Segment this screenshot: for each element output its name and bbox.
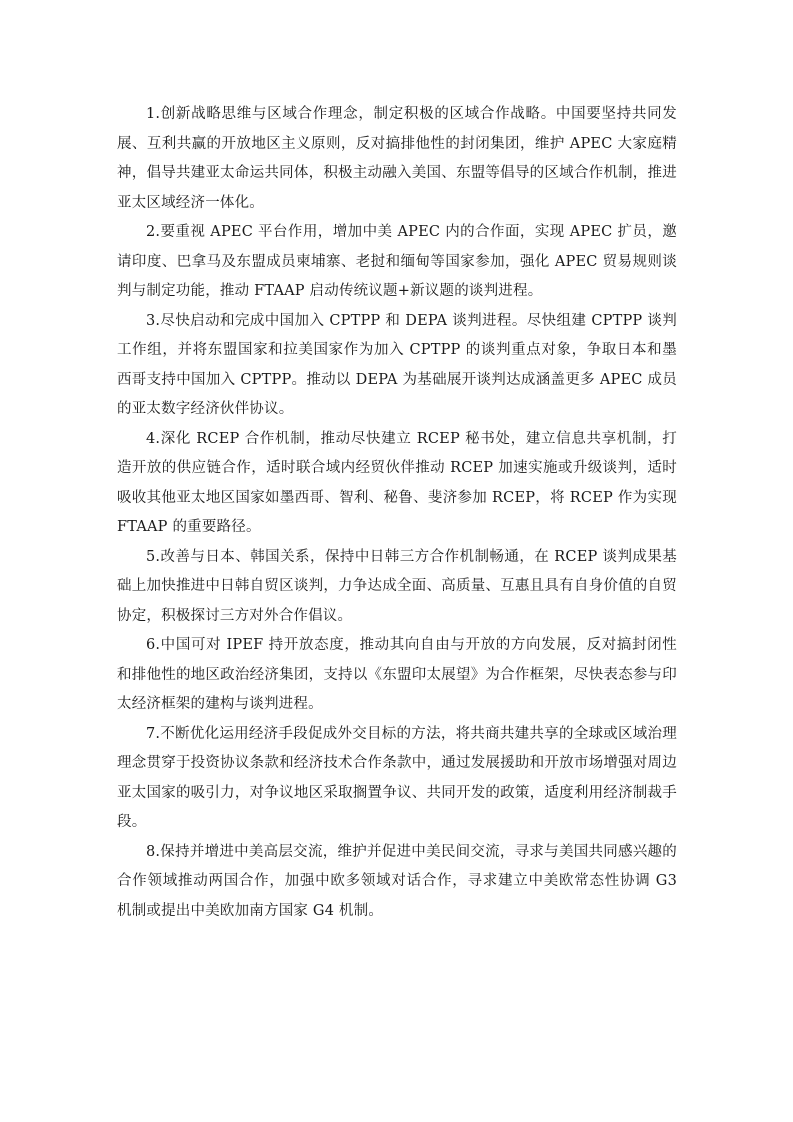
paragraph-6: 6.中国可对 IPEF 持开放态度，推动其向自由与开放的方向发展，反对搞封闭性和排他性的地区政治经济集团，支持以《东盟印太展望》为合作框架，尽快表态参与印太经济框架的建构与谈判进程。: [117, 637, 677, 712]
paragraph-1: 1.创新战略思维与区域合作理念，制定积极的区域合作战略。中国要坚持共同发展、互利共赢的开放地区主义原则，反对搞排他性的封闭集团，维护 APEC 大家庭精神，倡导共建亚太命运共同体，积极主动融入美国、东盟等倡导的区域合作机制，推进亚太区域经济一体化。: [117, 106, 677, 211]
document-body: [117, 100, 677, 926]
paragraph-4: 4.深化 RCEP 合作机制，推动尽快建立 RCEP 秘书处，建立信息共享机制，打造开放的供应链合作，适时联合域内经贸伙伴推动 RCEP 加速实施或升级谈判，适时吸收其他亚太地区国家如墨西哥、智利、秘鲁、斐济参加 RCEP，将 RCEP 作为实现 FTAAP 的重要路径。: [117, 430, 677, 535]
paragraph-5: 5.改善与日本、韩国关系，保持中日韩三方合作机制畅通，在 RCEP 谈判成果基础上加快推进中日韩自贸区谈判，力争达成全面、高质量、互惠且具有自身价值的自贸协定，积极探讨三方对外合作倡议。: [117, 548, 677, 624]
paragraph-8: 8.保持并增进中美高层交流，维护并促进中美民间交流，寻求与美国共同感兴趣的合作领域推动两国合作，加强中欧多领域对话合作，寻求建立中美欧常态性协调 G3 机制或提出中美欧加南方国家 G4 机制。: [117, 843, 677, 919]
paragraph-2: 2.要重视 APEC 平台作用，增加中美 APEC 内的合作面，实现 APEC 扩员，邀请印度、巴拿马及东盟成员柬埔寨、老挝和缅甸等国家参加，强化 APEC 贸易规则谈判与制定功能，推动 FTAAP 启动传统议题+新议题的谈判进程。: [117, 224, 677, 299]
paragraph-7: 7.不断优化运用经济手段促成外交目标的方法，将共商共建共享的全球或区域治理理念贯穿于投资协议条款和经济技术合作条款中，通过发展援助和开放市场增强对周边亚太国家的吸引力，对争议地区采取搁置争议、共同开发的政策，适度利用经济制裁手段。: [117, 725, 677, 830]
paragraph-3: 3.尽快启动和完成中国加入 CPTPP 和 DEPA 谈判进程。尽快组建 CPTPP 谈判工作组，并将东盟国家和拉美国家作为加入 CPTPP 的谈判重点对象，争取日本和墨西哥支持中国加入 CPTPP。推动以 DEPA 为基础展开谈判达成涵盖更多 APEC 成员的亚太数字经济伙伴协议。: [117, 312, 677, 417]
